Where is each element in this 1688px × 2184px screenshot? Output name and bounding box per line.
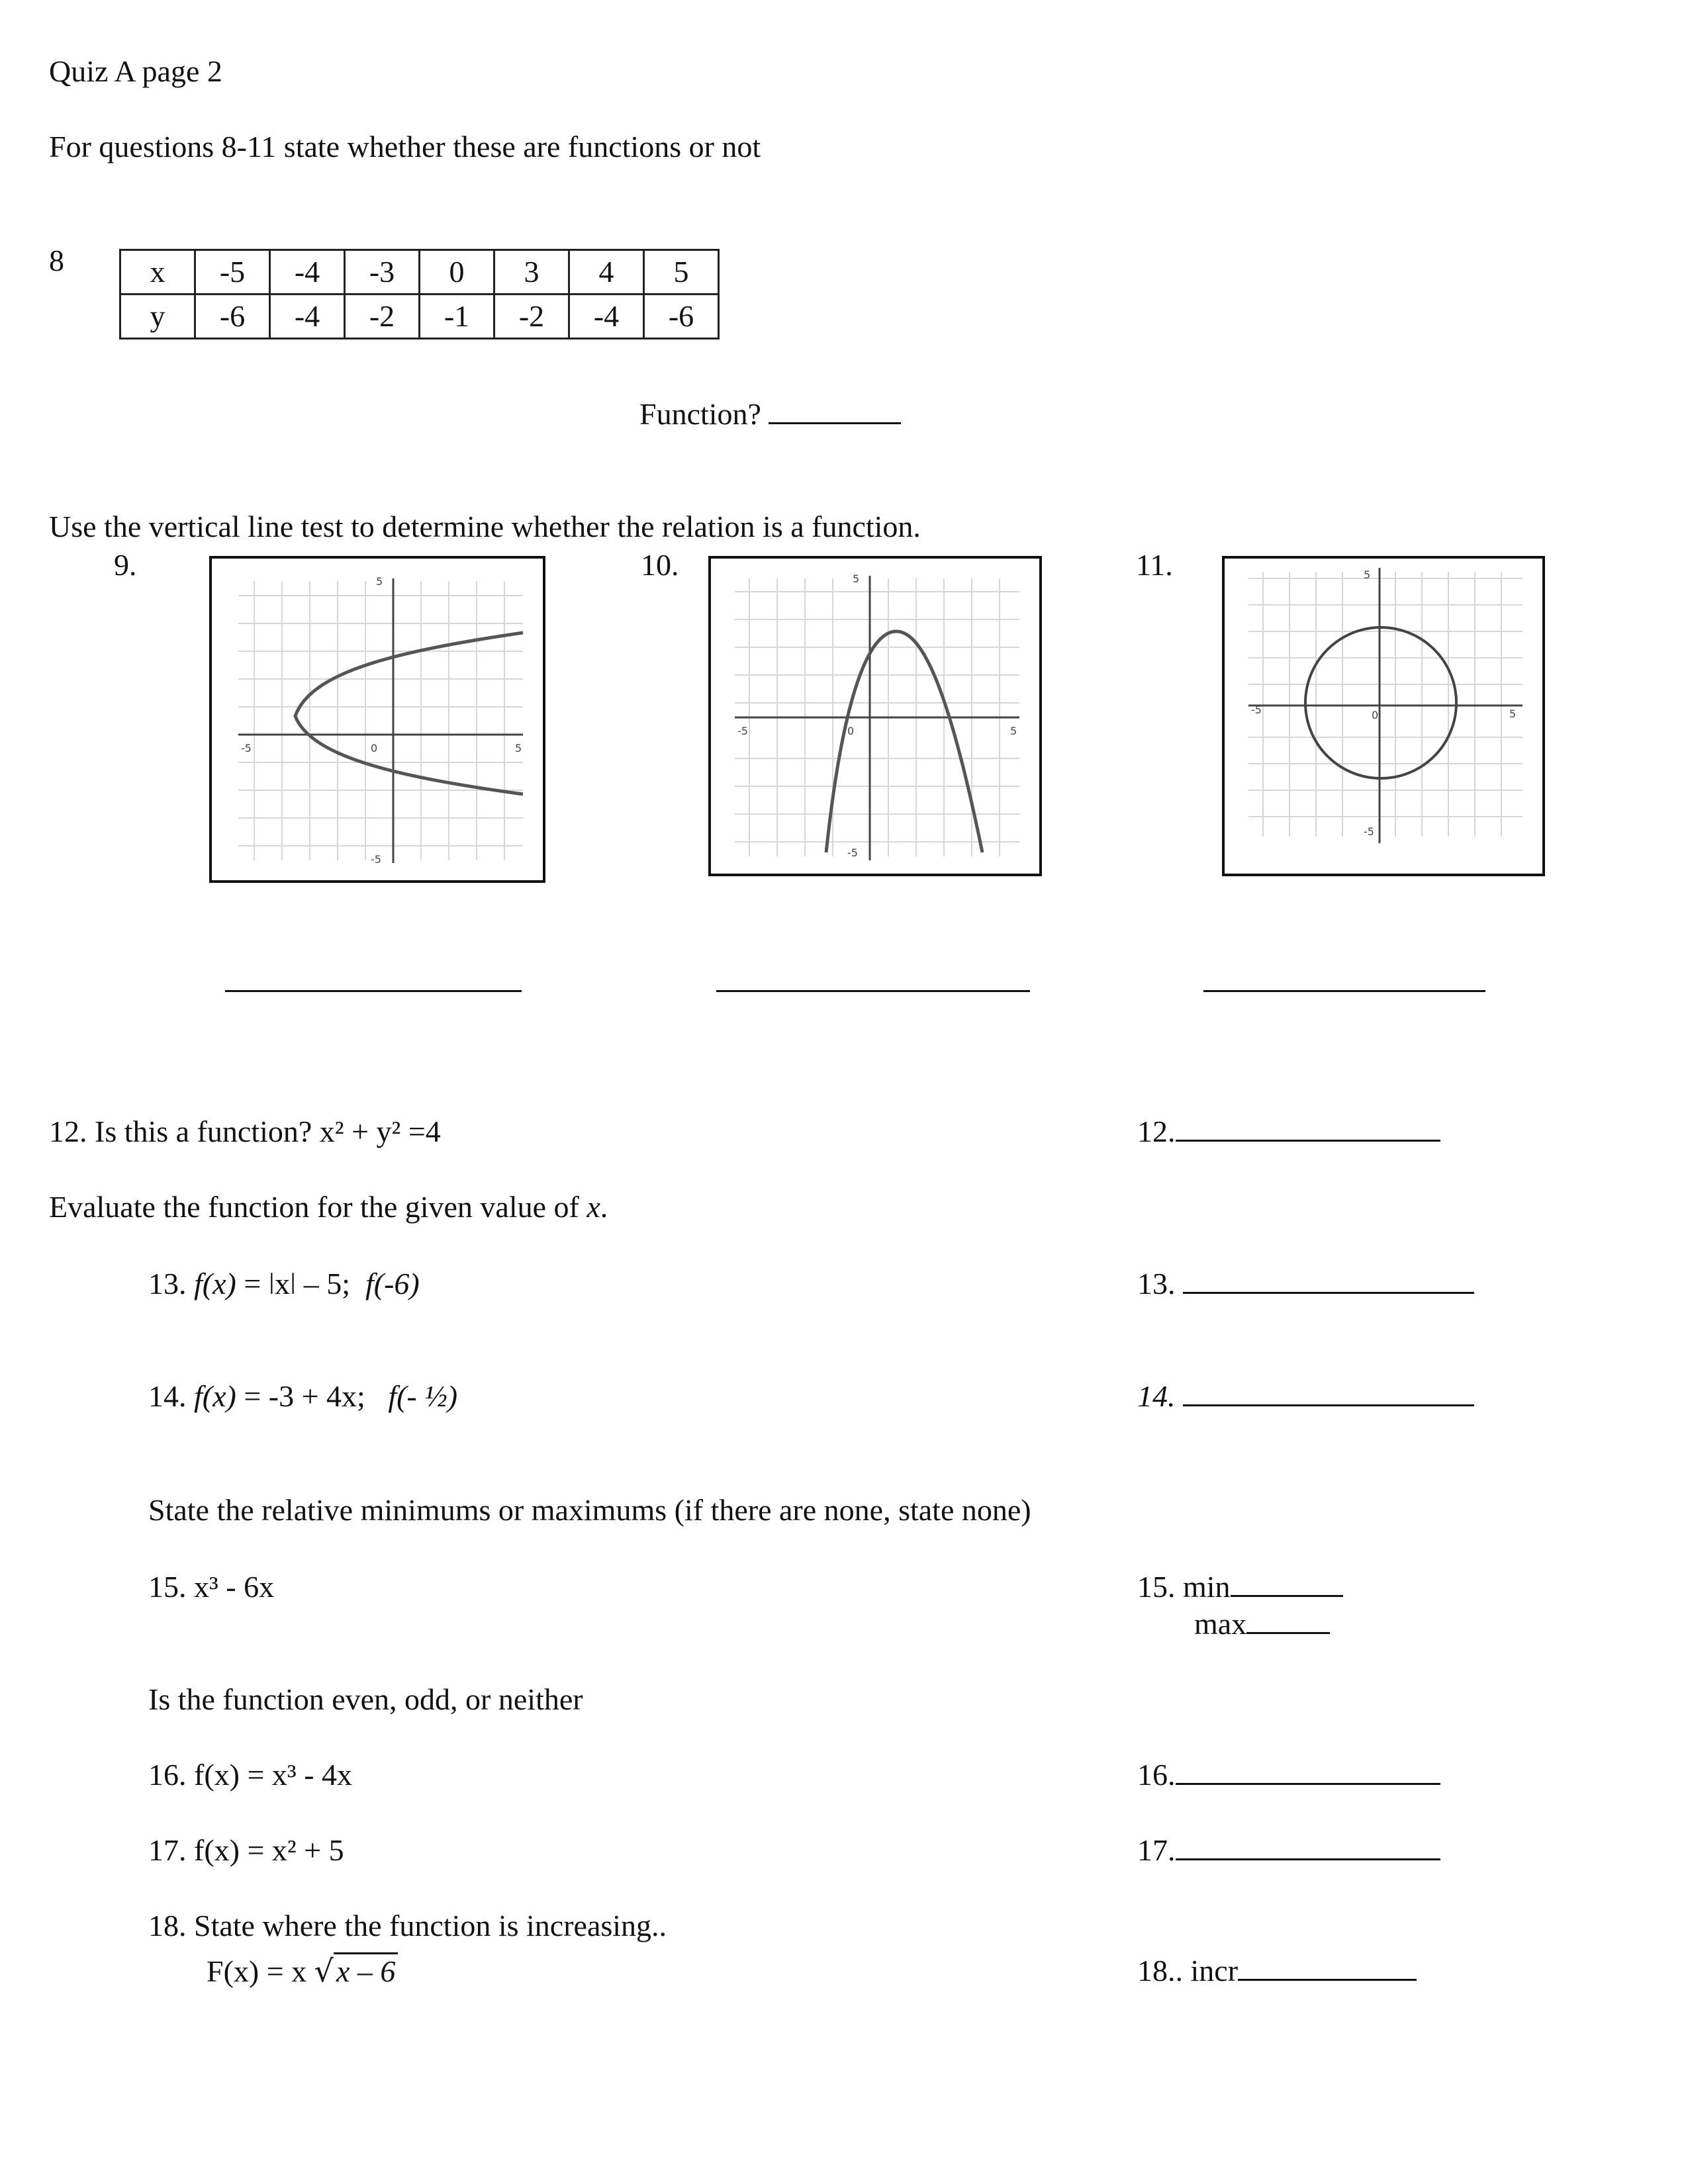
question-14 — [148, 1378, 457, 1415]
table-cell: 4 — [569, 250, 644, 295]
answer-14 — [1137, 1378, 1474, 1415]
vlt-instruction: Use the vertical line test to determine whether the relation is a function. — [49, 510, 921, 543]
answer-line-11[interactable] — [1203, 990, 1485, 992]
answer-label-18: 18.. incr — [1137, 1954, 1239, 1987]
answer-blank-15-max[interactable] — [1246, 1606, 1330, 1634]
answer-label-12: 12. — [1137, 1115, 1176, 1148]
table-cell: -2 — [494, 295, 569, 339]
table-cell: -3 — [345, 250, 420, 295]
answer-blank-18[interactable] — [1238, 1952, 1417, 1981]
table-cell: 0 — [420, 250, 494, 295]
tick-label-y-neg: -5 — [847, 846, 858, 859]
curve-circle — [1305, 627, 1456, 778]
tick-label-x-pos: 5 — [1509, 707, 1517, 720]
table-cell: -6 — [644, 295, 719, 339]
sqrt-symbol: √ — [314, 1953, 334, 1989]
table-cell: -4 — [569, 295, 644, 339]
question-16: 16. f(x) = x³ - 4x — [148, 1758, 353, 1792]
table-cell: -1 — [420, 295, 494, 339]
question-13 — [148, 1265, 420, 1302]
table-cell: -6 — [195, 295, 270, 339]
answer-label-17: 17. — [1137, 1833, 1176, 1867]
evaluate-instruction-end: . — [600, 1190, 608, 1224]
answer-line-9[interactable] — [225, 990, 522, 992]
curve-downward-parabola — [826, 631, 982, 852]
q14-arg: f(- ½) — [388, 1379, 458, 1413]
graph-10-plot — [711, 559, 1039, 874]
answer-label-14: 14. — [1137, 1379, 1176, 1413]
q18-radicand: x – 6 — [334, 1952, 398, 1988]
q14-rule: = -3 + 4x; — [236, 1379, 389, 1413]
tick-label-x-neg: -5 — [241, 742, 252, 754]
table-cell: x — [120, 250, 195, 295]
answer-blank-17[interactable] — [1176, 1832, 1440, 1860]
graph-9-plot — [212, 559, 543, 880]
question-17: 17. f(x) = x² + 5 — [148, 1833, 344, 1867]
q14-number: 14. — [148, 1379, 187, 1413]
answer-17 — [1137, 1832, 1440, 1869]
q18-formula-prefix: F(x) = x — [207, 1954, 314, 1988]
extrema-instruction: State the relative minimums or maximums (if there are none, state none) — [148, 1493, 1031, 1527]
table-cell: y — [120, 295, 195, 339]
answer-13 — [1137, 1265, 1474, 1302]
table-row-x — [120, 250, 719, 295]
q13-number: 13. — [148, 1267, 187, 1300]
tick-label-x-pos: 5 — [515, 742, 522, 754]
answer-label-15-min: 15. min — [1137, 1570, 1231, 1604]
grid-lines — [1248, 572, 1523, 837]
table-row-y — [120, 295, 719, 339]
answer-label-15-max: max — [1194, 1607, 1247, 1641]
evaluate-instruction-text: Evaluate the function for the given value of — [49, 1190, 587, 1224]
answer-label-16: 16. — [1137, 1758, 1176, 1792]
answer-blank-15-min[interactable] — [1231, 1569, 1343, 1597]
q13-fx: f(x) — [194, 1267, 236, 1300]
evaluate-instruction-var: x — [586, 1190, 600, 1224]
answer-line-10[interactable] — [716, 990, 1030, 992]
page-title: Quiz A page 2 — [49, 54, 222, 88]
answer-blank-13[interactable] — [1183, 1265, 1474, 1294]
graph-9-number: 9. — [114, 548, 137, 582]
tick-label-origin: 0 — [371, 742, 378, 754]
tick-label-y-neg: -5 — [371, 853, 381, 866]
answer-18 — [1137, 1952, 1417, 1989]
table-cell: 5 — [644, 250, 719, 295]
q13-rule: = ǀxǀ – 5; — [236, 1267, 365, 1300]
xy-table — [119, 249, 720, 340]
question-18: 18. State where the function is increasing.. — [148, 1909, 667, 1942]
graph-10 — [708, 556, 1042, 876]
answer-blank-16[interactable] — [1176, 1756, 1440, 1785]
table-cell: -5 — [195, 250, 270, 295]
answer-15-max — [1194, 1606, 1330, 1643]
question-15: 15. x³ - 6x — [148, 1570, 275, 1604]
grid-lines — [238, 581, 523, 860]
axes — [238, 578, 523, 863]
function-prompt-label: Function? — [639, 397, 761, 431]
answer-label-13: 13. — [1137, 1267, 1176, 1300]
tick-label-y-pos: 5 — [853, 572, 860, 585]
q13-arg: f(-6) — [365, 1267, 420, 1300]
tick-label-y-neg: -5 — [1364, 825, 1374, 838]
tick-label-x-neg: -5 — [1251, 704, 1262, 716]
answer-15-min — [1137, 1569, 1343, 1606]
answer-blank-14[interactable] — [1183, 1378, 1474, 1406]
graph-11-number: 11. — [1136, 548, 1173, 582]
answer-blank-8[interactable] — [769, 396, 901, 424]
tick-label-origin: 0 — [1372, 709, 1379, 721]
answer-16 — [1137, 1756, 1440, 1794]
section-instruction: For questions 8-11 state whether these are functions or not — [49, 130, 761, 163]
q18-formula — [207, 1952, 398, 1990]
answer-blank-12[interactable] — [1176, 1113, 1440, 1142]
tick-label-x-neg: -5 — [737, 725, 748, 737]
table-cell: -4 — [270, 250, 345, 295]
table-cell: -2 — [345, 295, 420, 339]
table-cell: -4 — [270, 295, 345, 339]
evaluate-instruction — [49, 1189, 608, 1226]
graph-9 — [209, 556, 545, 883]
tick-label-x-pos: 5 — [1010, 725, 1017, 737]
question-12: 12. Is this a function? x² + y² =4 — [49, 1115, 441, 1148]
table-cell: 3 — [494, 250, 569, 295]
graph-10-number: 10. — [641, 548, 679, 582]
q14-fx: f(x) — [194, 1379, 236, 1413]
parity-instruction: Is the function even, odd, or neither — [148, 1682, 583, 1716]
answer-12 — [1137, 1113, 1440, 1150]
tick-label-y-pos: 5 — [376, 575, 383, 588]
question-8-number: 8 — [49, 244, 64, 277]
graph-11 — [1222, 556, 1545, 876]
tick-label-origin: 0 — [847, 725, 855, 737]
curve-sideways-parabola — [295, 633, 523, 794]
tick-label-y-pos: 5 — [1364, 569, 1371, 581]
graph-11-plot — [1225, 559, 1542, 874]
function-prompt — [639, 396, 901, 433]
